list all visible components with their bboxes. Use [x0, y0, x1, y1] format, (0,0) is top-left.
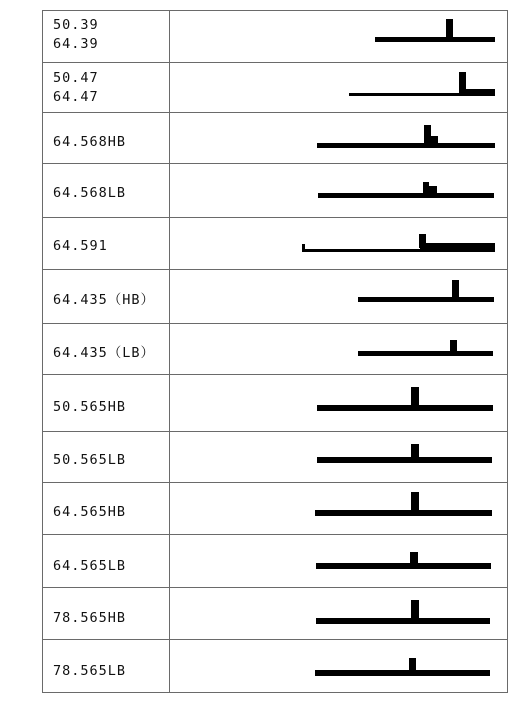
row-code-78-565hb: 78.565HB — [53, 610, 127, 626]
profile-drawing-50-565lb — [317, 444, 492, 463]
row-code-50-565lb: 50.565LB — [53, 452, 127, 468]
profile-drawing-78-565lb — [315, 658, 490, 676]
profile-drawing-64-435-hb — [358, 280, 494, 302]
profile-drawing-50-565hb — [317, 387, 493, 411]
row-code-64-568lb: 64.568LB — [53, 185, 127, 201]
row-code-50-39: 50.39 64.39 — [53, 17, 99, 52]
row-code-78-565lb: 78.565LB — [53, 663, 127, 679]
row-code-64-565lb: 64.565LB — [53, 558, 127, 574]
profile-drawing-64-568hb — [317, 125, 495, 148]
row-code-64-435-hb: 64.435（HB） — [53, 292, 156, 308]
profile-drawing-50-39 — [375, 19, 495, 42]
profile-drawing-78-565hb — [316, 600, 490, 624]
row-code-64-435-lb: 64.435（LB） — [53, 345, 156, 361]
profile-drawing-64-591 — [302, 234, 495, 252]
row-code-50-47: 50.47 64.47 — [53, 70, 99, 105]
profile-drawing-64-568lb — [318, 182, 494, 198]
profile-drawing-64-435-lb — [358, 340, 493, 356]
profile-drawing-64-565hb — [315, 492, 492, 516]
profile-drawing-50-47 — [349, 72, 495, 96]
row-code-64-565hb: 64.565HB — [53, 504, 127, 520]
row-code-64-591: 64.591 — [53, 238, 108, 254]
row-code-50-565hb: 50.565HB — [53, 399, 127, 415]
profile-drawing-64-565lb — [316, 552, 491, 569]
row-code-64-568hb: 64.568HB — [53, 134, 127, 150]
